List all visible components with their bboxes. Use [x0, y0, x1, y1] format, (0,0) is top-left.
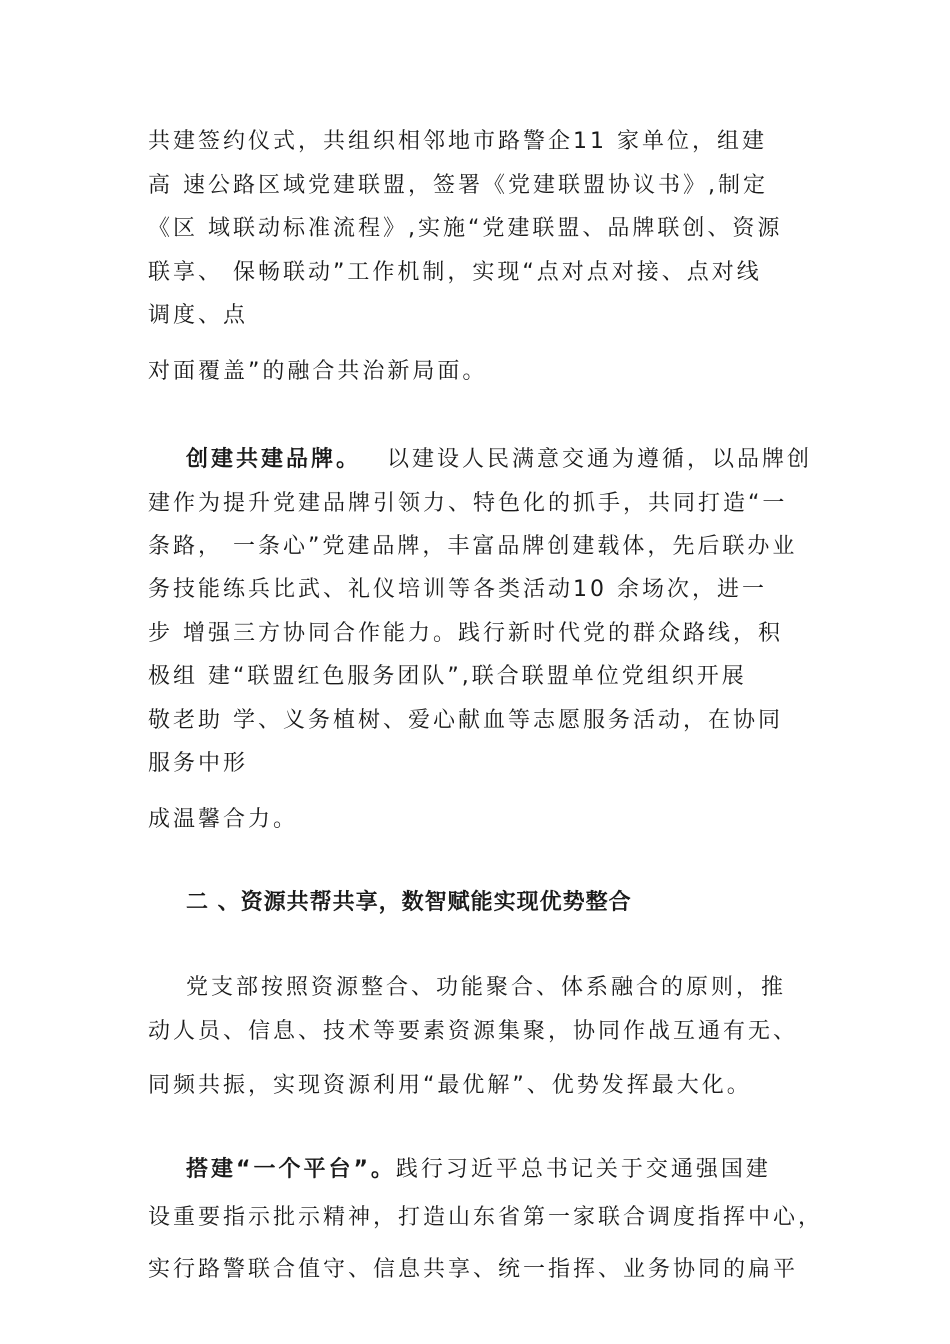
- paragraph-line: 极组 建“联盟红色服务团队”,联合联盟单位党组织开展: [148, 664, 747, 689]
- paragraph-first-line: [186, 445, 812, 475]
- paragraph-line: 服务中形: [148, 751, 249, 776]
- section-heading: 二 、资源共帮共享，数智赋能实现优势整合: [186, 890, 632, 915]
- paragraph-text: 践行习近平总书记关于交通强国建: [395, 1157, 771, 1182]
- paragraph-heading: 创建共建品牌。: [186, 447, 362, 472]
- paragraph-line: 动人员、信息、技术等要素资源集聚，协同作战互通有无、: [148, 1019, 799, 1044]
- paragraph-line: 步 增强三方协同合作能力。践行新时代党的群众路线，积: [148, 621, 783, 646]
- paragraph-line: 党支部按照资源整合、功能聚合、体系融合的原则，推: [186, 975, 787, 1000]
- paragraph-line: 成温馨合力。: [148, 807, 299, 832]
- paragraph-line: 调度、点: [148, 303, 249, 328]
- paragraph-line: 敬老助 学、义务植树、爱心献血等志愿服务活动，在协同: [148, 708, 783, 733]
- paragraph-line: 实行路警联合值守、信息共享、统一指挥、业务协同的扁平: [148, 1257, 799, 1282]
- paragraph-line: 共建签约仪式，共组织相邻地市路警企11 家单位，组建: [148, 129, 767, 154]
- paragraph-line: 设重要指示批示精神，打造山东省第一家联合调度指挥中心，: [148, 1205, 824, 1230]
- paragraph-line: 《区 域联动标准流程》,实施“党建联盟、品牌联创、资源: [148, 216, 783, 241]
- paragraph-line: 条路， 一条心”党建品牌，丰富品牌创建载体，先后联办业: [148, 534, 798, 559]
- paragraph-line: 务技能练兵比武、礼仪培训等各类活动10 余场次，进一: [148, 577, 767, 602]
- paragraph-line: 对面覆盖”的融合共治新局面。: [148, 359, 488, 384]
- paragraph-first-line: [186, 1155, 771, 1185]
- paragraph-line: 联享、 保畅联动”工作机制，实现“点对点对接、点对线: [148, 260, 762, 285]
- paragraph-heading: 搭建“一个平台”。: [186, 1157, 396, 1182]
- paragraph-line: 建作为提升党建品牌引领力、特色化的抓手，共同打造“一: [148, 491, 788, 516]
- paragraph-line: 同频共振，实现资源利用“最优解”、优势发挥最大化。: [148, 1073, 752, 1098]
- paragraph-line: 高 速公路区域党建联盟，签署《党建联盟协议书》,制定: [148, 173, 768, 198]
- paragraph-text: 以建设人民满意交通为遵循，以品牌创: [387, 447, 813, 472]
